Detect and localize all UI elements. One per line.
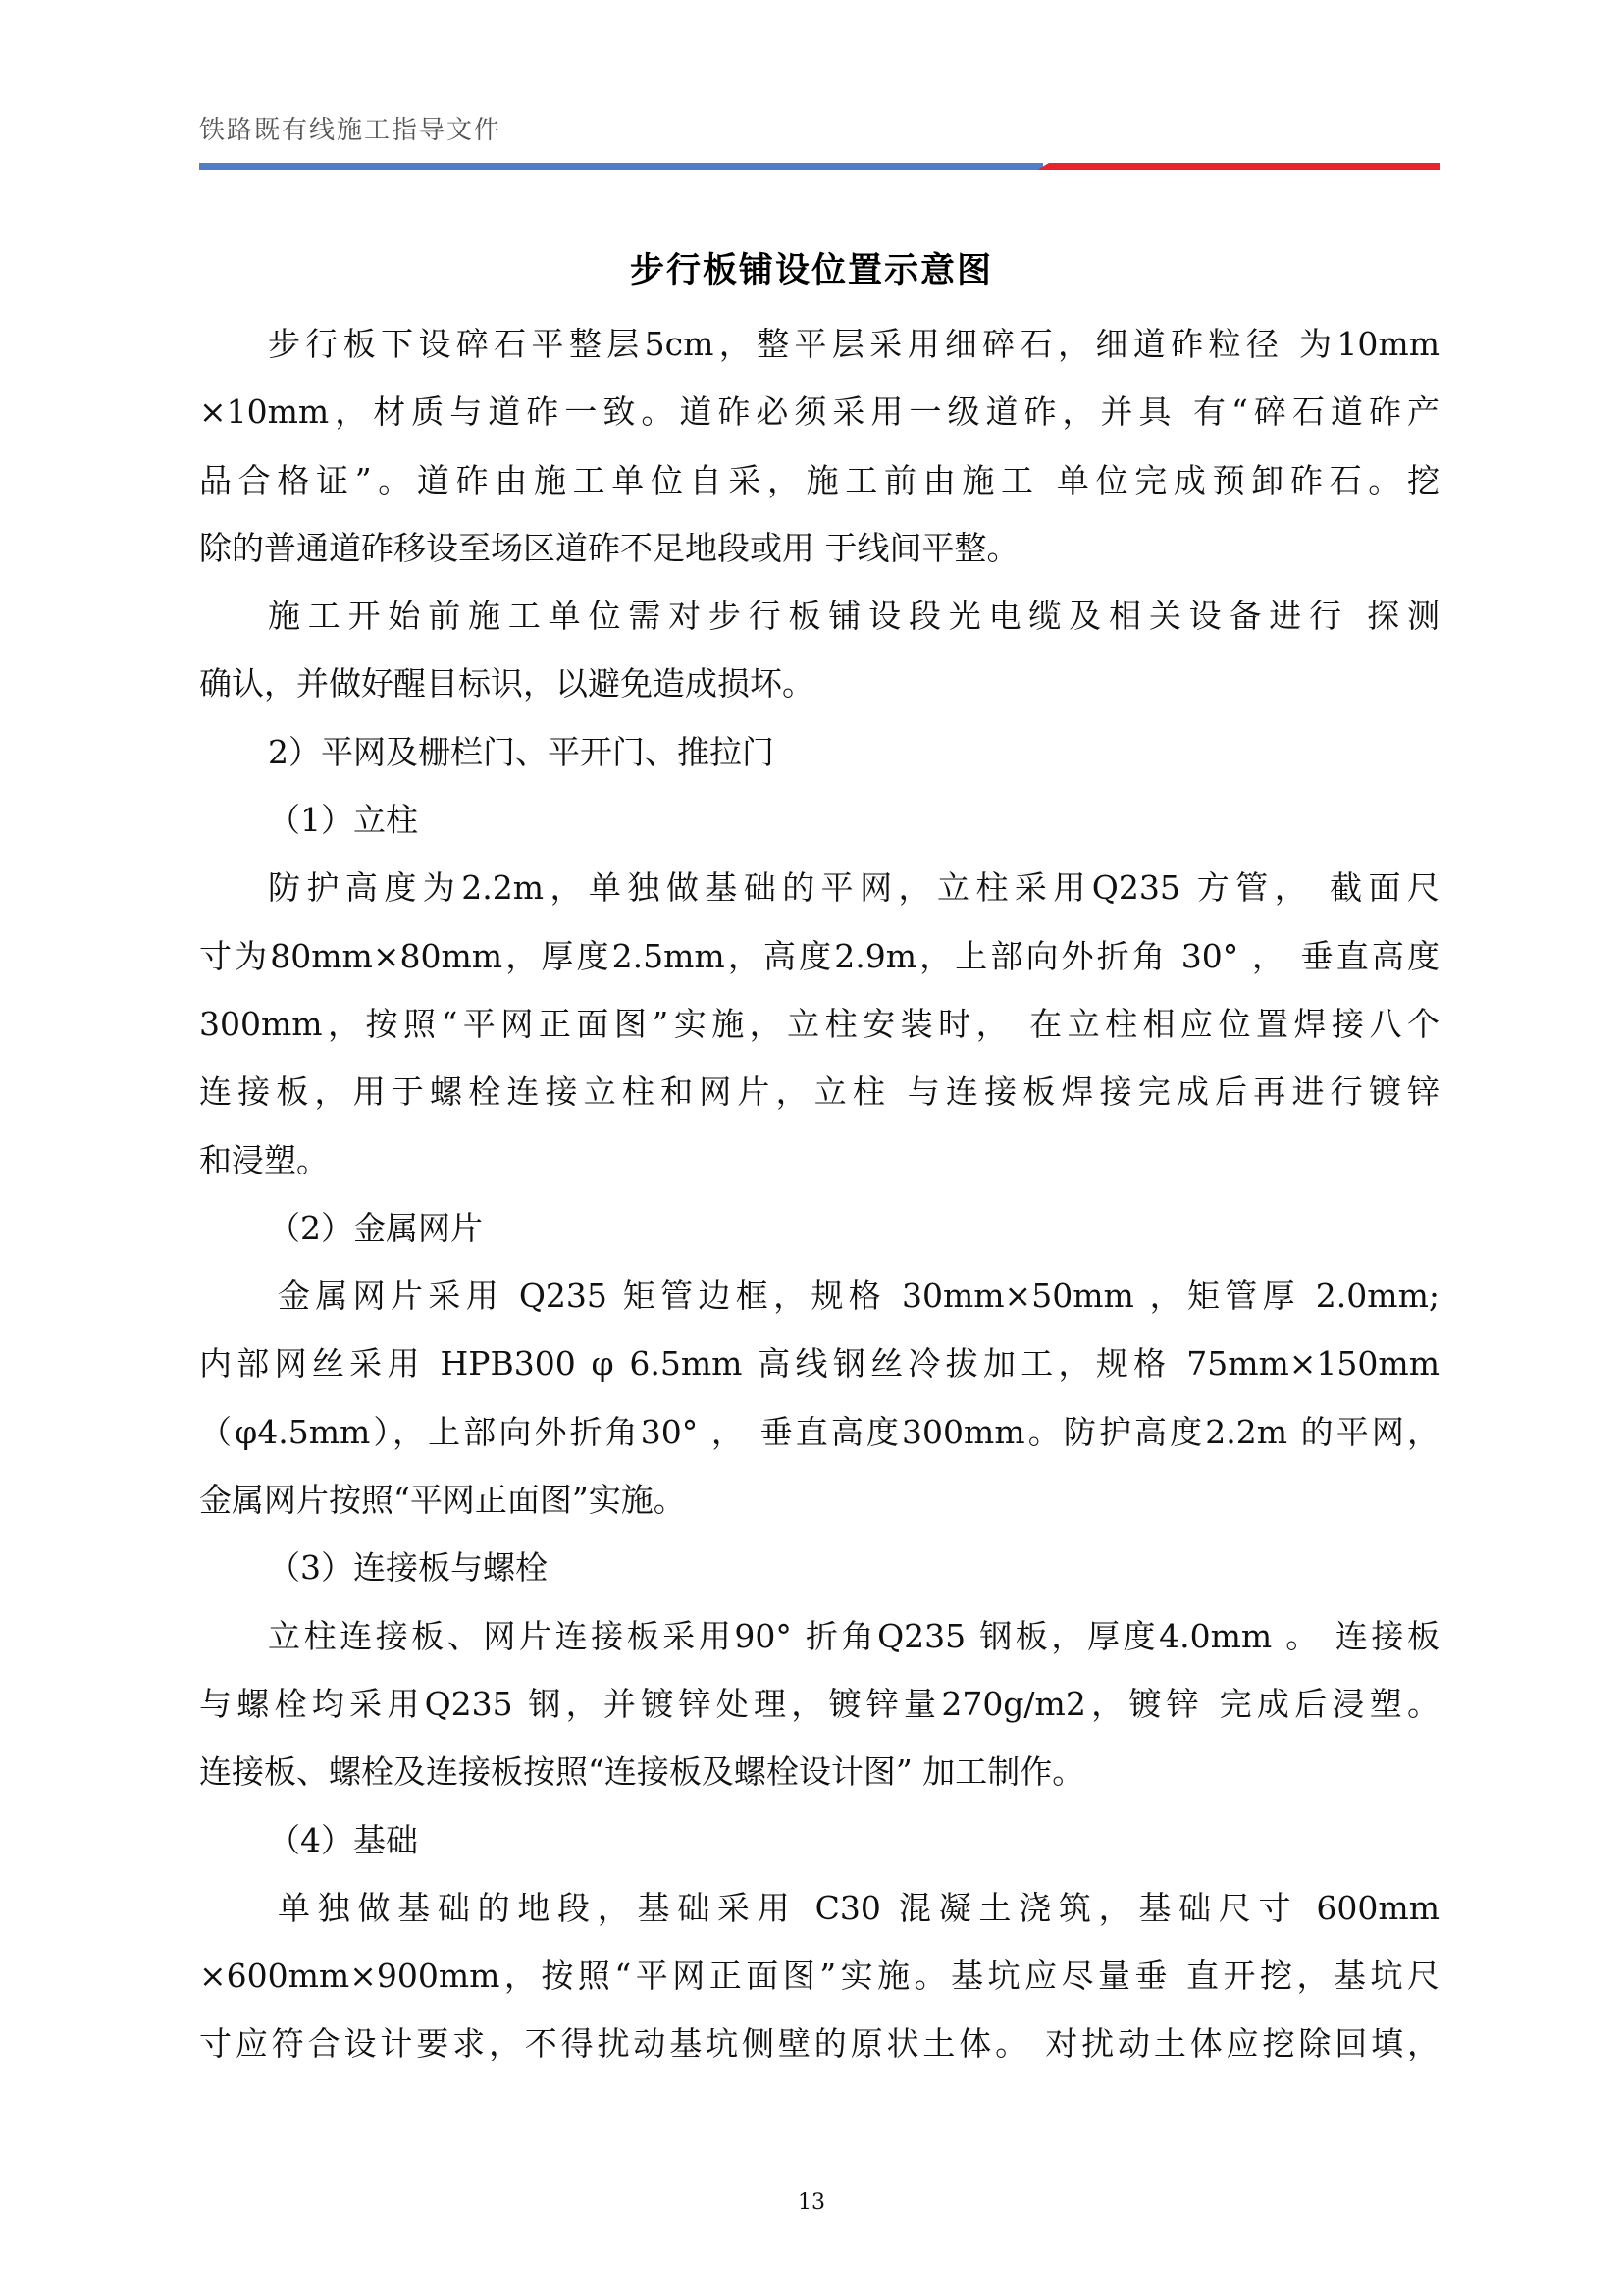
- header-rule-red: [1037, 163, 1440, 170]
- paragraph-line: 防护高度为2.2m，单独做基础的平网，立柱采用Q235 方管， 截面尺: [268, 868, 1440, 908]
- paragraph-line: 金属网片按照“平网正面图”实施。: [199, 1481, 686, 1520]
- paragraph-line: ×600mm×900mm，按照“平网正面图”实施。基坑应尽量垂 直开挖，基坑尺: [199, 1957, 1440, 1996]
- header-title: 铁路既有线施工指导文件: [199, 116, 502, 145]
- subsection-heading: （2）金属网片: [268, 1208, 483, 1247]
- paragraph-line: （φ4.5mm），上部向外折角30° ， 垂直高度300mm。防护高度2.2m 的平网，: [199, 1412, 1440, 1451]
- header-rule-blue: [199, 163, 1043, 170]
- paragraph-line: 步行板下设碎石平整层5cm，整平层采用细碎石，细道砟粒径 为10mm: [268, 325, 1440, 363]
- document-body: [199, 310, 1440, 2078]
- paragraph-line: ×10mm，材质与道砟一致。道砟必须采用一级道砟，并具 有“碎石道砟产: [199, 392, 1440, 432]
- paragraph-line: 300mm，按照“平网正面图”实施，立柱安装时， 在立柱相应位置焊接八个: [199, 1004, 1440, 1043]
- section-heading: 2）平网及栅栏门、平开门、推拉门: [268, 732, 774, 771]
- paragraph-line: 金属网片采用 Q235 矩管边框，规格 30mm×50mm ，矩管厚 2.0mm;: [278, 1277, 1440, 1316]
- paragraph-line: 立柱连接板、网片连接板采用90° 折角Q235 钢板，厚度4.0mm 。 连接板: [268, 1616, 1440, 1655]
- paragraph-line: 寸为80mm×80mm，厚度2.5mm，高度2.9m，上部向外折角 30° ， 垂直高度: [199, 936, 1440, 975]
- paragraph-line: 施工开始前施工单位需对步行板铺设段光电缆及相关设备进行 探测: [268, 597, 1440, 636]
- subsection-heading: （4）基础: [268, 1820, 418, 1859]
- paragraph-line: 和浸塑。: [199, 1140, 329, 1179]
- subsection-heading: （1）立柱: [268, 801, 418, 840]
- paragraph-line: 连接板，用于螺栓连接立柱和网片，立柱 与连接板焊接完成后再进行镀锌: [199, 1072, 1440, 1112]
- document-title: 步行板铺设位置示意图: [629, 251, 993, 290]
- paragraph-line: 连接板、螺栓及连接板按照“连接板及螺栓设计图” 加工制作。: [199, 1752, 1085, 1792]
- paragraph-line: 品合格证”。道砟由施工单位自采，施工前由施工 单位完成预卸砟石。挖: [199, 460, 1440, 499]
- page-number: 13: [798, 2190, 825, 2215]
- paragraph-line: 寸应符合设计要求，不得扰动基坑侧壁的原状土体。 对扰动土体应挖除回填，: [199, 2024, 1440, 2063]
- paragraph-line: 与螺栓均采用Q235 钢，并镀锌处理，镀锌量270g/m2，镀锌 完成后浸塑。: [199, 1684, 1440, 1723]
- paragraph-line: 除的普通道砟移设至场区道砟不足地段或用 于线间平整。: [199, 528, 1020, 567]
- subsection-heading: （3）连接板与螺栓: [268, 1548, 548, 1588]
- header-rule: [199, 163, 1440, 170]
- paragraph-line: 单独做基础的地段，基础采用 C30 混凝土浇筑，基础尺寸 600mm: [278, 1888, 1440, 1927]
- paragraph-line: 内部网丝采用 HPB300 φ 6.5mm 高线钢丝冷拔加工，规格 75mm×150mm: [199, 1344, 1440, 1383]
- paragraph-line: 确认，并做好醒目标识，以避免造成损坏。: [199, 664, 814, 704]
